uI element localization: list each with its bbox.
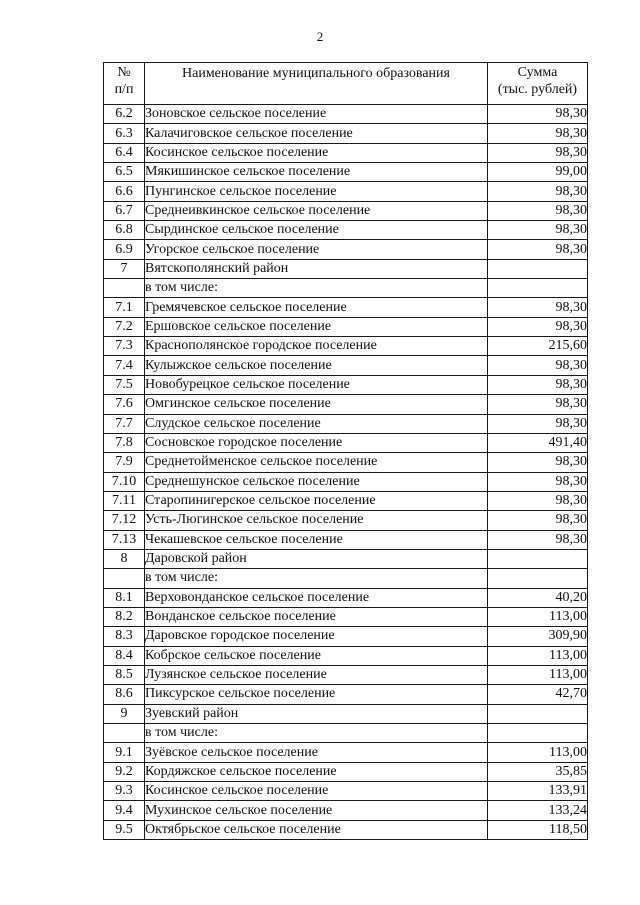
table-row — [104, 356, 588, 375]
row-sum: 118,50 — [488, 820, 588, 839]
row-name: Косинское сельское поселение — [145, 782, 488, 801]
row-number: 7 — [104, 259, 145, 278]
header-number — [104, 63, 145, 105]
row-name: Старопинигерское сельское поселение — [145, 491, 488, 510]
row-number: 7.7 — [104, 414, 145, 433]
budget-table — [103, 62, 588, 840]
table-row — [104, 240, 588, 259]
row-sum: 98,30 — [488, 453, 588, 472]
table-row — [104, 724, 588, 743]
row-name: Вонданское сельское поселение — [145, 607, 488, 626]
row-name: Кобрское сельское поселение — [145, 646, 488, 665]
table-body — [104, 105, 588, 840]
row-number: 7.10 — [104, 472, 145, 491]
row-name: Даровской район — [145, 549, 488, 568]
row-name: в том числе: — [145, 569, 488, 588]
row-number: 7.3 — [104, 337, 145, 356]
row-sum: 40,20 — [488, 588, 588, 607]
row-sum: 98,30 — [488, 317, 588, 336]
row-sum — [488, 704, 588, 723]
table-row — [104, 105, 588, 124]
row-name: Зуевский район — [145, 704, 488, 723]
row-number: 7.13 — [104, 530, 145, 549]
row-name: Калачиговское сельское поселение — [145, 124, 488, 143]
row-name: Кордяжское сельское поселение — [145, 762, 488, 781]
row-number: 6.5 — [104, 163, 145, 182]
row-number: 8.4 — [104, 646, 145, 665]
table-row — [104, 569, 588, 588]
table-row — [104, 395, 588, 414]
row-number: 9 — [104, 704, 145, 723]
table-row — [104, 143, 588, 162]
row-number: 7.11 — [104, 491, 145, 510]
row-number: 8.1 — [104, 588, 145, 607]
row-number — [104, 724, 145, 743]
row-number: 6.3 — [104, 124, 145, 143]
row-name: Пиксурское сельское поселение — [145, 685, 488, 704]
row-number: 7.9 — [104, 453, 145, 472]
row-sum — [488, 569, 588, 588]
row-name: Пунгинское сельское поселение — [145, 182, 488, 201]
row-sum — [488, 549, 588, 568]
row-number: 8.5 — [104, 665, 145, 684]
row-number: 6.2 — [104, 105, 145, 124]
table-row — [104, 511, 588, 530]
row-number: 8.2 — [104, 607, 145, 626]
table-row — [104, 337, 588, 356]
row-number: 6.6 — [104, 182, 145, 201]
table-row — [104, 453, 588, 472]
row-name: Кулыжское сельское поселение — [145, 356, 488, 375]
row-name: Новобурецкое сельское поселение — [145, 375, 488, 394]
header-row — [104, 63, 588, 105]
row-number: 7.8 — [104, 433, 145, 452]
row-name: Усть-Люгинское сельское поселение — [145, 511, 488, 530]
row-sum: 98,30 — [488, 414, 588, 433]
row-number: 6.8 — [104, 221, 145, 240]
row-number: 7.12 — [104, 511, 145, 530]
row-number: 8.3 — [104, 627, 145, 646]
table-row — [104, 588, 588, 607]
table-row — [104, 743, 588, 762]
row-sum: 98,30 — [488, 472, 588, 491]
table-row — [104, 375, 588, 394]
page-number: 2 — [316, 29, 324, 44]
row-number: 9.4 — [104, 801, 145, 820]
row-name: Слудское сельское поселение — [145, 414, 488, 433]
row-sum: 98,30 — [488, 530, 588, 549]
row-name: Октябрьское сельское поселение — [145, 820, 488, 839]
table-row — [104, 298, 588, 317]
row-name: Лузянское сельское поселение — [145, 665, 488, 684]
row-name: Мухинское сельское поселение — [145, 801, 488, 820]
table-row — [104, 549, 588, 568]
table-row — [104, 221, 588, 240]
table-row — [104, 124, 588, 143]
row-sum: 98,30 — [488, 240, 588, 259]
row-sum — [488, 279, 588, 298]
row-number: 6.9 — [104, 240, 145, 259]
table-row — [104, 646, 588, 665]
row-number: 8 — [104, 549, 145, 568]
table-row — [104, 279, 588, 298]
row-number: 9.2 — [104, 762, 145, 781]
row-name: Ершовское сельское поселение — [145, 317, 488, 336]
header-name: Наименование муниципального образования — [145, 63, 488, 105]
row-sum: 215,60 — [488, 337, 588, 356]
row-sum — [488, 724, 588, 743]
table-row — [104, 762, 588, 781]
row-sum: 113,00 — [488, 665, 588, 684]
row-name: Даровское городское поселение — [145, 627, 488, 646]
row-sum: 98,30 — [488, 221, 588, 240]
row-sum: 98,30 — [488, 375, 588, 394]
table-row — [104, 201, 588, 220]
table-row — [104, 317, 588, 336]
row-name: Сырдинское сельское поселение — [145, 221, 488, 240]
table-row — [104, 685, 588, 704]
row-number: 8.6 — [104, 685, 145, 704]
row-sum: 98,30 — [488, 105, 588, 124]
table-row — [104, 414, 588, 433]
row-sum: 98,30 — [488, 201, 588, 220]
row-name: Среднеивкинское сельское поселение — [145, 201, 488, 220]
row-sum: 133,24 — [488, 801, 588, 820]
table-row — [104, 782, 588, 801]
row-sum: 98,30 — [488, 395, 588, 414]
table-row — [104, 163, 588, 182]
row-sum: 98,30 — [488, 124, 588, 143]
table-row — [104, 665, 588, 684]
header-number-line2: п/п — [114, 82, 134, 97]
row-name: Верховонданское сельское поселение — [145, 588, 488, 607]
row-number: 6.7 — [104, 201, 145, 220]
row-sum: 113,00 — [488, 646, 588, 665]
row-name: в том числе: — [145, 279, 488, 298]
row-name: Вятскополянский район — [145, 259, 488, 278]
row-name: Косинское сельское поселение — [145, 143, 488, 162]
row-number: 7.2 — [104, 317, 145, 336]
table-row — [104, 530, 588, 549]
header-number-line1: № — [117, 65, 131, 80]
table-row — [104, 820, 588, 839]
row-sum: 113,00 — [488, 607, 588, 626]
row-number — [104, 569, 145, 588]
table-header — [104, 63, 588, 105]
row-number: 9.5 — [104, 820, 145, 839]
row-sum: 98,30 — [488, 491, 588, 510]
table-row — [104, 607, 588, 626]
row-sum: 133,91 — [488, 782, 588, 801]
row-name: Зоновское сельское поселение — [145, 105, 488, 124]
row-sum: 491,40 — [488, 433, 588, 452]
row-number: 9.3 — [104, 782, 145, 801]
row-name: Зуёвское сельское поселение — [145, 743, 488, 762]
row-name: Краснополянское городское поселение — [145, 337, 488, 356]
row-sum: 35,85 — [488, 762, 588, 781]
row-name: Сосновское городское поселение — [145, 433, 488, 452]
header-sum — [488, 63, 588, 105]
row-name: Угорское сельское поселение — [145, 240, 488, 259]
table-row — [104, 491, 588, 510]
table-row — [104, 472, 588, 491]
row-sum: 98,30 — [488, 356, 588, 375]
table-row — [104, 801, 588, 820]
header-sum-line1: Сумма — [517, 65, 558, 80]
row-sum: 98,30 — [488, 182, 588, 201]
table-row — [104, 433, 588, 452]
table-row — [104, 182, 588, 201]
row-name: Среднетойменское сельское поселение — [145, 453, 488, 472]
row-sum: 99,00 — [488, 163, 588, 182]
row-number — [104, 279, 145, 298]
table-row — [104, 627, 588, 646]
row-name: Гремячевское сельское поселение — [145, 298, 488, 317]
row-number: 7.4 — [104, 356, 145, 375]
row-sum: 98,30 — [488, 143, 588, 162]
row-number: 9.1 — [104, 743, 145, 762]
row-name: в том числе: — [145, 724, 488, 743]
row-number: 7.5 — [104, 375, 145, 394]
table-row — [104, 259, 588, 278]
row-sum: 98,30 — [488, 298, 588, 317]
row-number: 6.4 — [104, 143, 145, 162]
row-name: Омгинское сельское поселение — [145, 395, 488, 414]
row-name: Мякишинское сельское поселение — [145, 163, 488, 182]
header-sum-line2: (тыс. рублей) — [497, 82, 578, 97]
row-number: 7.1 — [104, 298, 145, 317]
row-name: Чекашевское сельское поселение — [145, 530, 488, 549]
row-sum: 98,30 — [488, 511, 588, 530]
row-sum: 309,90 — [488, 627, 588, 646]
table-row — [104, 704, 588, 723]
row-sum: 113,00 — [488, 743, 588, 762]
row-sum: 42,70 — [488, 685, 588, 704]
row-sum — [488, 259, 588, 278]
row-number: 7.6 — [104, 395, 145, 414]
row-name: Среднешунское сельское поселение — [145, 472, 488, 491]
